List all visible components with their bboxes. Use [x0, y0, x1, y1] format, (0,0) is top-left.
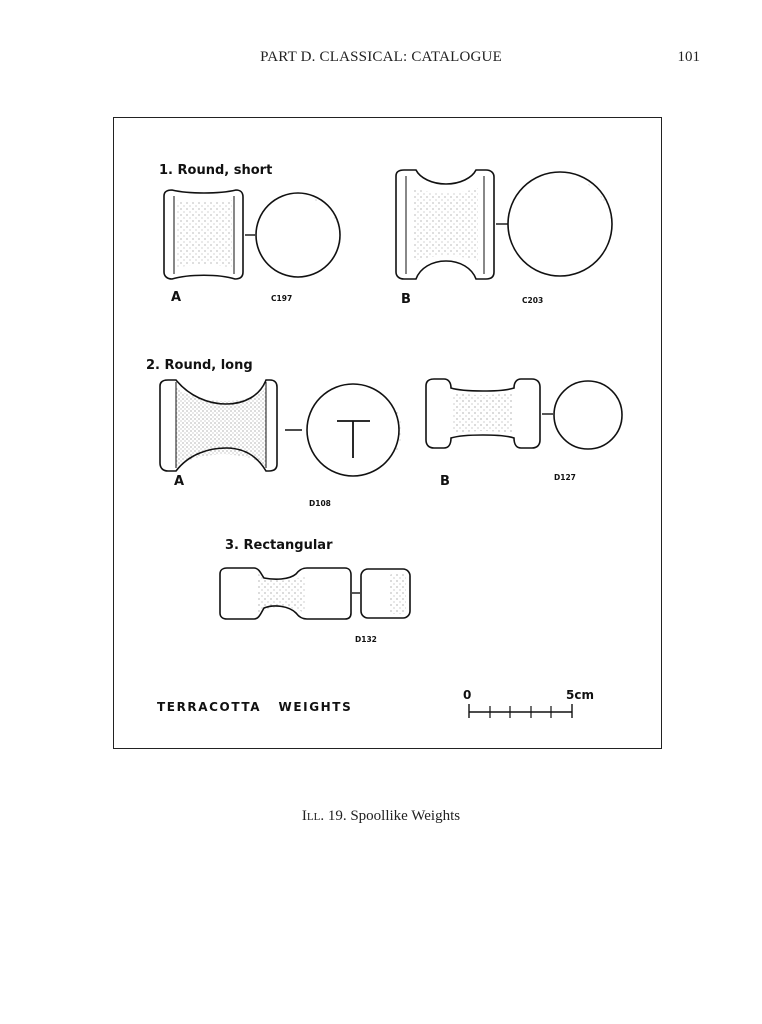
weight-2a-end-view — [307, 384, 402, 476]
figure-frame — [113, 117, 662, 749]
scale-start-label: 0 — [463, 688, 472, 702]
weight-3-end-view — [361, 569, 410, 618]
weight-2b-letter: B — [440, 474, 450, 489]
weight-1b-catalogue-no: C203 — [522, 296, 544, 305]
weight-1b-end-view — [508, 172, 613, 276]
running-head — [0, 49, 762, 69]
weight-1b-letter: B — [401, 292, 411, 307]
caption-ill-label: Ill. — [301, 808, 325, 824]
weight-1a-catalogue-no: C197 — [271, 294, 293, 303]
weight-1a-end-view — [256, 193, 341, 278]
section-1-heading: 1. Round, short — [159, 163, 273, 178]
weight-2a-letter: A — [174, 474, 185, 489]
weight-1a-letter: A — [171, 290, 182, 305]
scale-bar — [469, 704, 572, 718]
running-head-title: PART D. CLASSICAL: CATALOGUE — [260, 49, 502, 65]
terracotta-weights-label: TERRACOTTA WEIGHTS — [157, 700, 353, 714]
figure-caption — [0, 808, 762, 825]
caption-text: 19. Spoollike Weights — [327, 808, 461, 824]
weight-3-catalogue-no: D132 — [355, 635, 377, 644]
terracotta-weights-plate — [114, 118, 663, 750]
weight-1b-side-view — [396, 170, 494, 279]
page-number: 101 — [677, 49, 700, 65]
section-2-heading: 2. Round, long — [146, 358, 253, 373]
weight-2b-side-view — [426, 379, 540, 448]
scale-end-label: 5cm — [566, 688, 594, 702]
weight-2a-side-view — [160, 380, 277, 471]
weight-2a-catalogue-no: D108 — [309, 499, 331, 508]
weight-3-side-view — [220, 568, 351, 619]
weight-2b-catalogue-no: D127 — [554, 473, 576, 482]
weight-1a-side-view — [164, 190, 243, 279]
weight-2b-end-view — [554, 381, 623, 449]
section-3-heading: 3. Rectangular — [225, 538, 333, 553]
